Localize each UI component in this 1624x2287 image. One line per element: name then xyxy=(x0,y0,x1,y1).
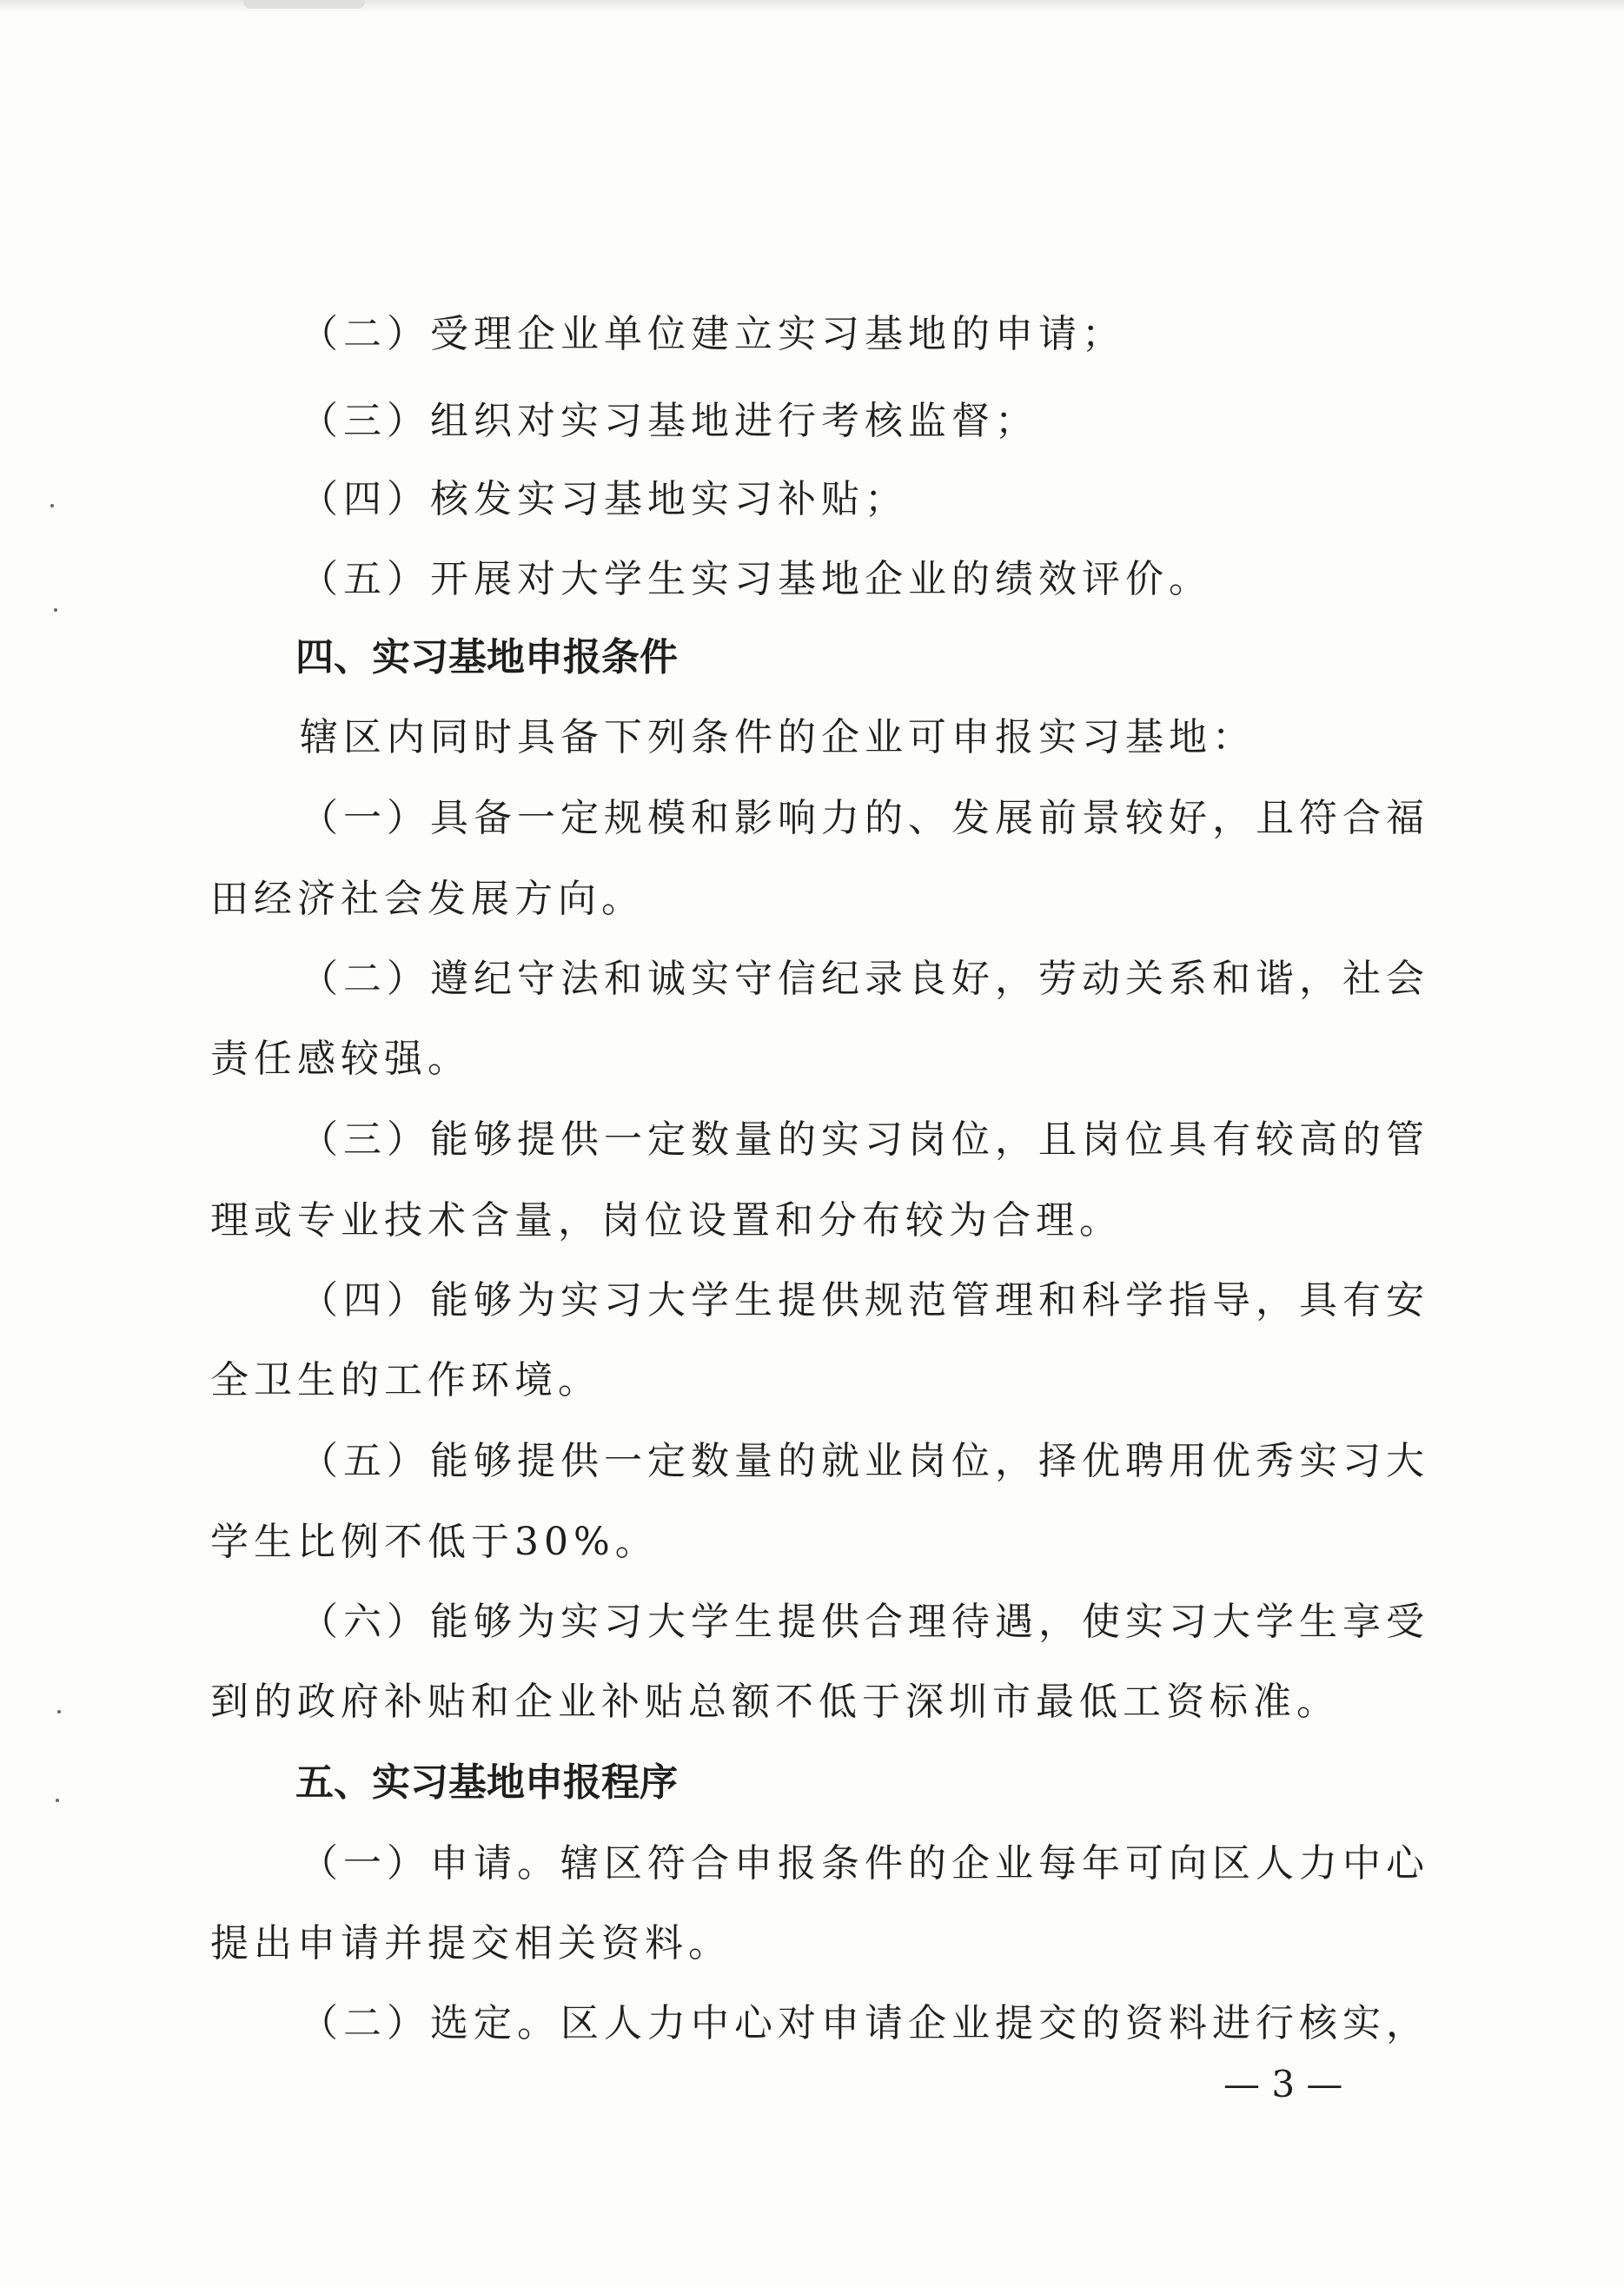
paragraph-line: （五）能够提供一定数量的就业岗位，择优聘用优秀实习大 xyxy=(300,1439,1429,1483)
section-heading: 五、实习基地申报程序 xyxy=(295,1760,678,1805)
paragraph-line: （一）申请。辖区符合申报条件的企业每年可向区人力中心 xyxy=(300,1841,1429,1886)
scan-speck xyxy=(54,608,57,612)
paragraph-line: 到的政府补贴和企业补贴总额不低于深圳市最低工资标准。 xyxy=(210,1680,1340,1724)
section-heading: 四、实习基地申报条件 xyxy=(295,635,678,679)
paragraph-line: （六）能够为实习大学生提供合理待遇，使实习大学生享受 xyxy=(300,1600,1429,1644)
paragraph-line: （四）能够为实习大学生提供规范管理和科学指导，具有安 xyxy=(300,1278,1429,1322)
paragraph-line: 学生比例不低于30%。 xyxy=(210,1520,659,1564)
paragraph-line: 提出申请并提交相关资料。 xyxy=(210,1921,732,1965)
paragraph-line: （一）具备一定规模和影响力的、发展前景较好，且符合福 xyxy=(300,796,1429,840)
list-item: （四）核发实习基地实习补贴； xyxy=(300,477,908,521)
paragraph-line: 理或专业技术含量，岗位设置和分布较为合理。 xyxy=(210,1198,1123,1243)
paragraph-line: （三）能够提供一定数量的实习岗位，且岗位具有较高的管 xyxy=(300,1117,1429,1162)
list-item: （三）组织对实习基地进行考核监督； xyxy=(300,399,1038,443)
scan-smudge xyxy=(243,0,365,9)
scan-speck xyxy=(56,1799,59,1802)
paragraph-line: 田经济社会发展方向。 xyxy=(210,877,645,921)
page-number: — 3 — xyxy=(1223,2063,1343,2105)
scan-speck xyxy=(50,504,54,507)
list-item: （五）开展对大学生实习基地企业的绩效评价。 xyxy=(300,557,1212,601)
paragraph-line: 责任感较强。 xyxy=(210,1037,471,1081)
list-item: （二）受理企业单位建立实习基地的申请； xyxy=(300,312,1125,356)
paragraph-line: 全卫生的工作环境。 xyxy=(210,1358,601,1402)
scan-speck xyxy=(57,1710,61,1714)
paragraph-line: （二）遵纪守法和诚实守信纪录良好，劳动关系和谐，社会 xyxy=(300,957,1429,1001)
paragraph-line: 辖区内同时具备下列条件的企业可申报实习基地： xyxy=(300,715,1256,759)
paragraph-line: （二）选定。区人力中心对申请企业提交的资料进行核实， xyxy=(300,2001,1429,2045)
